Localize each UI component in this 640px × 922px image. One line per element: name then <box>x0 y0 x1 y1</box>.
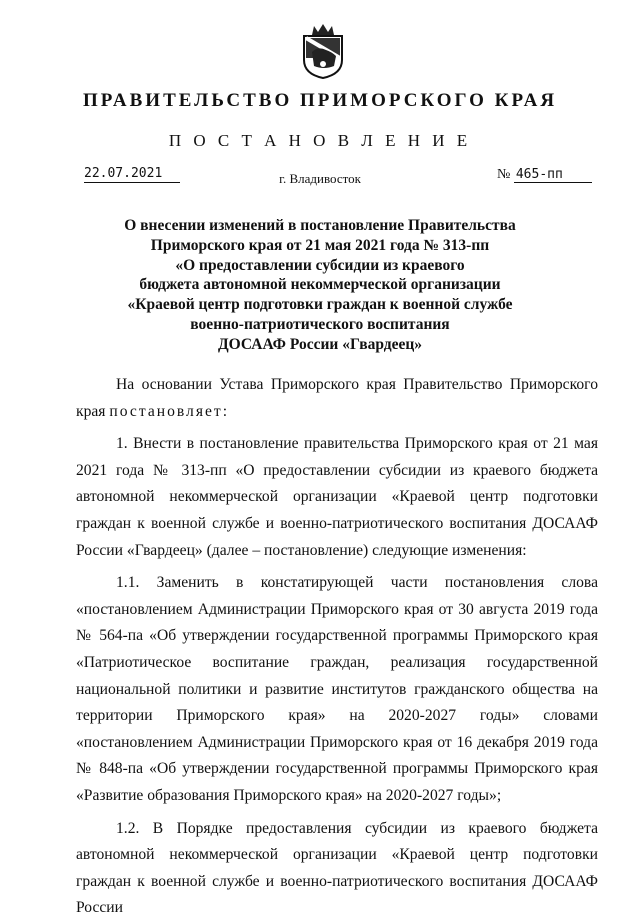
resolves-word: постановляет: <box>109 402 230 420</box>
paragraph-item-1: 1. Внести в постановление правительства Приморского края от 21 мая 2021 года № 313-пп «О предоставлении субсидии из краевого бюджета автономной некоммерческой организации «Краевой центр подготовки граждан к военной службе и военно-патриотического воспитания ДОСААФ России «Гвардеец» (далее – постановление) следующие изменения: <box>76 435 598 559</box>
paragraph-item-1-2: 1.2. В Порядке предоставления субсидии из краевого бюджета автономной некоммерческой организации «Краевой центр подготовки граждан к военной службе и военно-патриотического воспитания ДОСААФ России <box>76 819 598 917</box>
document-title <box>100 216 540 355</box>
government-title: ПРАВИТЕЛЬСТВО ПРИМОРСКОГО КРАЯ <box>82 90 558 111</box>
document-body <box>76 372 598 922</box>
title-line: «О предоставлении субсидии из краевого <box>175 256 465 274</box>
paragraph-item-1-1: 1.1. Заменить в констатирующей части постановления слова «постановлением Администрации Приморского края от 30 августа 2019 года № 564-па «Об утверждении государственной программы Приморского края «Патриотическое воспитание граждан, реализация государственной национальной политики и развитие институтов гражданского общества на территории Приморского края» на 2020-2027 годы» словами «постановлением Администрации Приморского края от 16 декабря 2019 года № 848-па «Об утверждении государственной программы Приморского края «Развитие образования Приморского края» на 2020-2027 годы»; <box>76 574 598 804</box>
document-date: 22.07.2021 <box>84 166 180 183</box>
title-line: Приморского края от 21 мая 2021 года № 313-пп <box>150 236 490 254</box>
title-line: бюджета автономной некоммерческой организации <box>139 276 501 294</box>
title-line: О внесении изменений в постановление Правительства <box>124 217 516 234</box>
document-city: г. Владивосток <box>279 171 361 186</box>
coat-of-arms-icon <box>300 22 346 80</box>
title-line: «Краевой центр подготовки граждан к военной службе <box>127 296 513 314</box>
title-line: военно-патриотического воспитания <box>190 315 450 333</box>
document-number: 465-пп <box>514 167 592 183</box>
number-prefix: № <box>497 167 511 182</box>
document-type: П О С Т А Н О В Л Е Н И Е <box>168 131 472 150</box>
title-line: ДОСААФ России «Гвардеец» <box>217 335 423 353</box>
paragraph-basis-text: На основании Устава Приморского края Правительство Приморского края <box>76 376 598 420</box>
paragraph-basis <box>76 372 598 425</box>
document-number-field <box>497 167 592 183</box>
